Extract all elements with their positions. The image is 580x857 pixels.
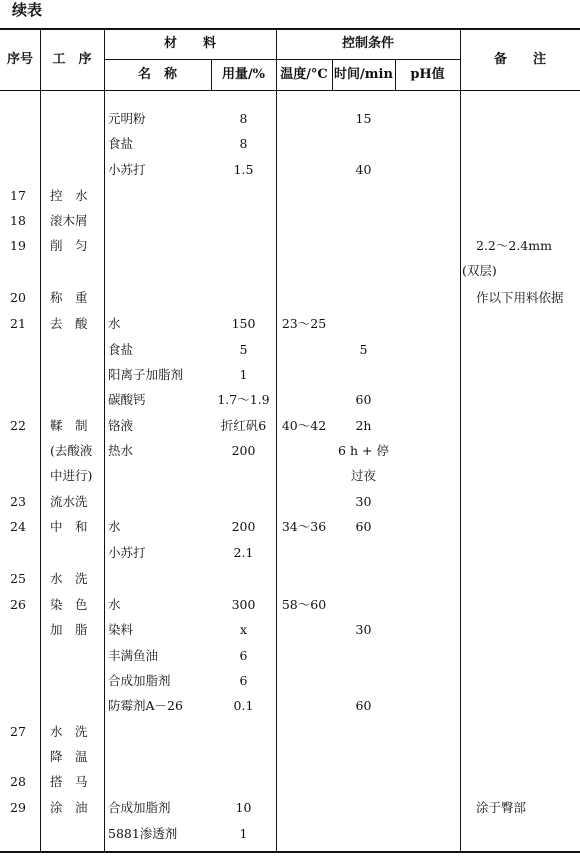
cell-name: 合成加脂剂 [108,673,171,688]
cell-time: 30 [355,622,372,637]
table-top-rule [0,28,580,30]
cell-temp: 58～60 [281,597,327,612]
cell-time: 15 [355,111,372,126]
cell-seq: 23 [10,494,26,509]
cell-time: 60 [355,392,372,407]
cell-temp: 40～42 [281,418,327,433]
cell-amount: 200 [231,443,256,458]
cell-name: 水 [108,316,121,331]
cell-seq: 28 [10,774,26,789]
cell-amount: 10 [235,800,252,815]
cell-seq: 25 [10,571,26,586]
cell-amount: 折红矾6 [220,418,267,433]
cell-name: 食盐 [108,136,134,151]
cell-process: 染 色 [50,597,88,612]
cell-seq: 18 [10,213,26,228]
header-note: 备 注 [493,52,546,67]
cell-amount: 1 [239,826,248,841]
cell-amount: 1.5 [233,162,254,177]
cell-seq: 21 [10,316,26,331]
header-control-group: 控制条件 [341,36,394,51]
header-material-group: 材 料 [163,36,216,51]
cell-process: 鞣 制 [50,418,88,433]
cell-time: 60 [355,698,372,713]
cell-name: 热水 [108,443,134,458]
cell-seq: 29 [10,800,26,815]
header-process: 工 序 [52,52,92,67]
header-bottom-rule [0,90,580,91]
cell-process: 中 和 [50,519,88,534]
cell-seq: 22 [10,418,26,433]
cell-seq: 17 [10,188,26,203]
cell-process: 滚木屑 [50,213,88,228]
cell-temp: 34～36 [281,519,327,534]
cell-process: 涂 油 [50,800,88,815]
cell-time: 60 [355,519,372,534]
cell-process: 水 洗 [50,724,88,739]
cell-amount: 8 [239,136,248,151]
col-divider-amount [276,28,277,852]
cell-note: 作以下用料依据 [476,290,564,305]
cell-process: 去 酸 [50,316,88,331]
cell-name: 元明粉 [108,111,146,126]
cell-name: 小苏打 [108,162,146,177]
cell-name: 合成加脂剂 [108,800,171,815]
cell-name: 食盐 [108,342,134,357]
cell-time: 5 [359,342,368,357]
cell-seq: 27 [10,724,26,739]
cell-time: 2h [355,418,372,433]
cell-name: 水 [108,597,121,612]
cell-amount: 2.1 [233,545,254,560]
cell-name: 阳离子加脂剂 [108,367,184,382]
cell-process: 流水洗 [50,494,88,509]
cell-process: 搭 马 [50,774,88,789]
cell-amount: 8 [239,111,248,126]
cell-time: 过夜 [350,468,376,483]
cell-amount: x [239,622,248,637]
cell-amount: 6 [239,673,248,688]
header-mid-rule-control [276,59,460,60]
col-divider-ph [460,28,461,852]
cell-time: 6 h + 停 [338,443,389,458]
cell-seq: 24 [10,519,26,534]
cell-temp: 23～25 [281,316,327,331]
header-ph: pH值 [410,67,445,82]
cell-seq: 19 [10,238,26,253]
cell-note: (双层) [462,263,497,278]
cell-name: 小苏打 [108,545,146,560]
cell-amount: 300 [231,597,256,612]
cell-name: 碳酸钙 [108,392,146,407]
header-material-name: 名 称 [137,67,177,82]
header-seq: 序号 [6,52,33,67]
col-divider-process [104,28,105,852]
header-time: 时间/min [334,67,393,82]
cell-time: 40 [355,162,372,177]
cell-seq: 20 [10,290,26,305]
cell-process: 水 洗 [50,571,88,586]
col-divider-seq [40,28,41,852]
cell-name: 染料 [108,622,134,637]
page-title: 续表 [12,1,43,19]
cell-process: (去酸液 [50,443,93,458]
cell-amount: 1.7～1.9 [217,392,270,407]
cell-process: 称 重 [50,290,88,305]
cell-seq: 26 [10,597,26,612]
header-temperature: 温度/°C [280,67,328,82]
cell-amount: 6 [239,648,248,663]
cell-note: 2.2～2.4mm [476,238,552,253]
cell-name: 丰满鱼油 [108,648,159,663]
cell-process: 控 水 [50,188,88,203]
cell-name: 铬液 [108,418,134,433]
cell-process: 降 温 [50,749,88,764]
cell-process: 中进行) [50,468,93,483]
cell-amount: 150 [231,316,256,331]
header-material-amount: 用量/% [221,67,266,82]
cell-amount: 5 [239,342,248,357]
cell-name: 防霉剂A－26 [108,698,183,713]
cell-name: 5881渗透剂 [108,826,178,841]
cell-note: 涂于臀部 [476,800,527,815]
cell-process: 削 匀 [50,238,88,253]
cell-name: 水 [108,519,121,534]
cell-amount: 0.1 [233,698,254,713]
table-bottom-rule [0,851,580,853]
cell-time: 30 [355,494,372,509]
cell-amount: 200 [231,519,256,534]
cell-process: 加 脂 [50,622,88,637]
cell-amount: 1 [239,367,248,382]
header-mid-rule-material [104,59,276,60]
